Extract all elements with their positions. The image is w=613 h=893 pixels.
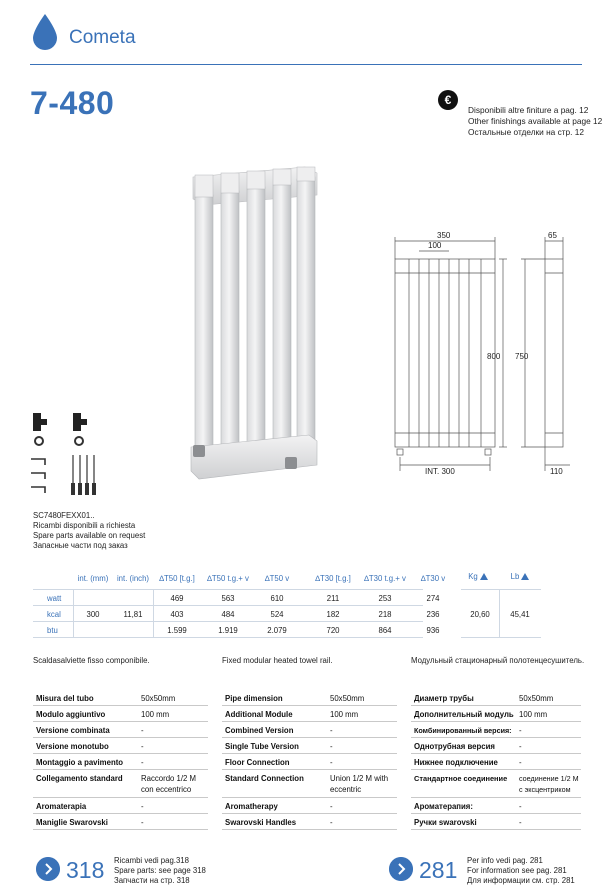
spec-value: 100 mm — [519, 710, 548, 719]
spec-key: Maniglie Swarovski — [36, 818, 108, 827]
cell-btu-dt50-tg: 1.599 — [167, 626, 187, 635]
spec-key: Swarovski Handles — [225, 818, 297, 827]
dim-module: 100 — [428, 241, 442, 250]
spec-row — [411, 722, 581, 738]
spec-row — [33, 754, 208, 770]
spec-value-line: Raccordo 1/2 M — [141, 774, 197, 783]
spec-value — [330, 773, 388, 795]
spec-row — [33, 722, 208, 738]
weight-icon — [480, 573, 488, 580]
cell-kcal-dt50-v: 524 — [270, 610, 284, 619]
spec-value: - — [141, 802, 144, 811]
spec-value: - — [330, 818, 333, 827]
arrow-right-icon[interactable] — [36, 857, 60, 881]
spec-row — [33, 706, 208, 722]
spec-value: 50x50mm — [519, 694, 554, 703]
cell-watt-dt50-tgv: 563 — [221, 594, 235, 603]
hdr-dt30-tg: ∆T30 [t.g.] — [315, 574, 351, 583]
cell-btu-dt50-tgv: 1.919 — [218, 626, 238, 635]
spec-value: 50x50mm — [330, 694, 365, 703]
spec-key: Collegamento standard — [36, 774, 123, 783]
spec-key: Однотрубная версия — [414, 742, 495, 751]
spec-value: 50x50mm — [141, 694, 176, 703]
technical-drawing — [385, 225, 585, 480]
spec-key: Misura del tubo — [36, 694, 94, 703]
spec-value: - — [141, 726, 144, 735]
spec-row — [33, 690, 208, 706]
spare-line: Spare parts available on request — [33, 531, 146, 540]
spec-row — [222, 798, 397, 814]
spec-key: Versione monotubo — [36, 742, 109, 751]
spec-row — [411, 690, 581, 706]
cell-btu-dt30-tg: 720 — [326, 626, 340, 635]
cell-btu-dt50-v: 2.079 — [267, 626, 287, 635]
spec-value — [519, 773, 579, 795]
spare-parts-illustration — [25, 405, 105, 505]
arrow-right-icon[interactable] — [389, 857, 413, 881]
footer-page-right[interactable]: 281 — [419, 857, 458, 883]
cell-watt-dt50-v: 610 — [270, 594, 284, 603]
spec-key: Aromaterapia — [36, 802, 87, 811]
spec-key: Modulo aggiuntivo — [36, 710, 106, 719]
spare-line: Запасные части под заказ — [33, 541, 128, 550]
dim-depth: 65 — [548, 231, 557, 240]
dim-height: 800 — [487, 352, 501, 361]
header-divider — [30, 64, 582, 65]
dim-inner-height: 750 — [515, 352, 529, 361]
spec-value — [141, 773, 196, 795]
spec-value: - — [330, 758, 333, 767]
cell-kcal-dt50-tgv: 484 — [221, 610, 235, 619]
spare-line: Ricambi disponibili a richiesta — [33, 521, 136, 530]
spec-value: - — [519, 758, 522, 767]
hdr-dt50-tg: ∆T50 [t.g.] — [159, 574, 195, 583]
spec-value: - — [330, 742, 333, 751]
spec-row — [33, 770, 208, 798]
spec-table-it — [33, 690, 208, 830]
spec-row — [411, 754, 581, 770]
weight-icon — [521, 573, 529, 580]
cell-int-inch: 11,81 — [123, 610, 143, 619]
spec-key: Additional Module — [225, 710, 293, 719]
footer-note-right — [467, 856, 575, 886]
spec-key: Нижнее подключение — [414, 758, 498, 767]
footer-line: Запчасти на стр. 318 — [114, 876, 190, 885]
spec-value: - — [141, 818, 144, 827]
spec-row — [411, 706, 581, 722]
spec-row — [222, 770, 397, 798]
cell-watt-dt30-tgv: 253 — [378, 594, 392, 603]
spec-row — [222, 706, 397, 722]
spec-value: 100 mm — [330, 710, 359, 719]
description-it: Scaldasalviette fisso componibile. — [33, 656, 150, 665]
hdr-dt30-v: ∆T30 v — [420, 574, 446, 583]
cell-watt-dt50-tg: 469 — [170, 594, 184, 603]
spec-row — [222, 814, 397, 830]
spec-key: Floor Connection — [225, 758, 290, 767]
hdr-kg — [461, 572, 495, 581]
footer-note-left — [114, 856, 206, 886]
spec-value: 100 mm — [141, 710, 170, 719]
cell-lb: 45,41 — [510, 610, 530, 619]
row-label-watt: watt — [47, 594, 62, 603]
spec-key: Стандартное соединение — [414, 774, 508, 783]
finishes-line: Остальные отделки на стр. 12 — [468, 127, 585, 137]
spec-value: - — [519, 742, 522, 751]
product-photo — [185, 165, 320, 485]
spec-value-line: eccentric — [330, 785, 362, 794]
cell-watt-dt30-tg: 211 — [326, 594, 340, 603]
spare-parts-note — [33, 511, 145, 551]
spec-key: Standard Connection — [225, 774, 304, 783]
footer-line: For information see pag. 281 — [467, 866, 567, 875]
spec-row — [33, 798, 208, 814]
spec-row — [411, 814, 581, 830]
dim-interaxis: INT. 300 — [425, 467, 455, 476]
dim-width: 350 — [437, 231, 451, 240]
spec-key: Комбинированный версия: — [414, 726, 512, 735]
finishes-line: Disponibili altre finiture a pag. 12 — [468, 105, 589, 115]
spec-key: Single Tube Version — [225, 742, 299, 751]
spec-key: Ручки swarovski — [414, 818, 477, 827]
spec-value: - — [141, 758, 144, 767]
spec-key: Диаметр трубы — [414, 694, 474, 703]
spec-value-line: соединение 1/2 M — [519, 774, 579, 783]
cell-kcal-dt30-tg: 182 — [326, 610, 340, 619]
hdr-lb-label: Lb — [510, 572, 520, 581]
brand-name: Cometa — [69, 27, 136, 48]
spec-value: - — [519, 818, 522, 827]
cell-kcal-dt30-tgv: 218 — [378, 610, 392, 619]
finishes-line: Other finishings available at page 12 — [468, 116, 603, 126]
cell-watt-dt30-v: 274 — [426, 594, 440, 603]
spec-key: Montaggio a pavimento — [36, 758, 124, 767]
page-title: 7-480 — [30, 85, 115, 121]
spec-value: - — [519, 726, 522, 735]
spec-row — [222, 690, 397, 706]
spec-row — [222, 754, 397, 770]
spec-row — [33, 738, 208, 754]
finishes-note — [468, 105, 602, 138]
footer-line: Для информации см. стр. 281 — [467, 876, 575, 885]
spec-key: Versione combinata — [36, 726, 110, 735]
cell-kcal-dt50-tg: 403 — [170, 610, 184, 619]
spec-key: Pipe dimension — [225, 694, 283, 703]
spec-key: Дополнительный модуль — [414, 710, 514, 719]
spec-row — [33, 814, 208, 830]
spare-code: SC7480FEXX01.. — [33, 511, 95, 520]
cell-kcal-dt30-v: 236 — [426, 610, 440, 619]
euro-icon: € — [438, 90, 458, 110]
cell-kg: 20,60 — [470, 610, 490, 619]
footer-line: Spare parts: see page 318 — [114, 866, 206, 875]
spec-value: - — [519, 802, 522, 811]
hdr-int-mm: int. (mm) — [77, 574, 109, 583]
footer-page-left[interactable]: 318 — [66, 857, 105, 883]
hdr-dt50-v: ∆T50 v — [264, 574, 290, 583]
cell-int-mm: 300 — [86, 610, 100, 619]
spec-key: Aromatherapy — [225, 802, 278, 811]
spec-value-line: Union 1/2 M with — [330, 774, 389, 783]
spec-row — [411, 738, 581, 754]
spec-value: - — [330, 802, 333, 811]
dim-bottom: 110 — [550, 467, 563, 476]
spec-row — [411, 770, 581, 798]
spec-value: - — [141, 742, 144, 751]
spec-row — [222, 738, 397, 754]
spec-table-en — [222, 690, 397, 830]
spec-table-ru — [411, 690, 581, 830]
spec-row — [411, 798, 581, 814]
hdr-dt30-tgv: ∆T30 t.g.+ v — [364, 574, 406, 583]
description-ru: Модульный стационарный полотенцесушитель. — [411, 656, 585, 665]
row-label-btu: btu — [47, 626, 58, 635]
spec-key: Combined Version — [225, 726, 294, 735]
hdr-lb — [503, 572, 537, 581]
hdr-int-inch: int. (inch) — [116, 574, 150, 583]
spec-row — [222, 722, 397, 738]
footer-line: Ricambi vedi pag.318 — [114, 856, 189, 865]
cell-btu-dt30-tgv: 864 — [378, 626, 392, 635]
spec-value-line: с эксцентриком — [519, 785, 571, 794]
description-en: Fixed modular heated towel rail. — [222, 656, 333, 665]
footer-line: Per info vedi pag. 281 — [467, 856, 543, 865]
spec-value-line: con eccentrico — [141, 785, 192, 794]
cell-btu-dt30-v: 936 — [426, 626, 440, 635]
spec-key: Ароматерапия: — [414, 802, 473, 811]
hdr-dt50-tgv: ∆T50 t.g.+ v — [207, 574, 249, 583]
spec-value: - — [330, 726, 333, 735]
row-label-kcal: kcal — [47, 610, 61, 619]
water-drop-icon — [30, 12, 60, 52]
hdr-kg-label: Kg — [468, 572, 478, 581]
